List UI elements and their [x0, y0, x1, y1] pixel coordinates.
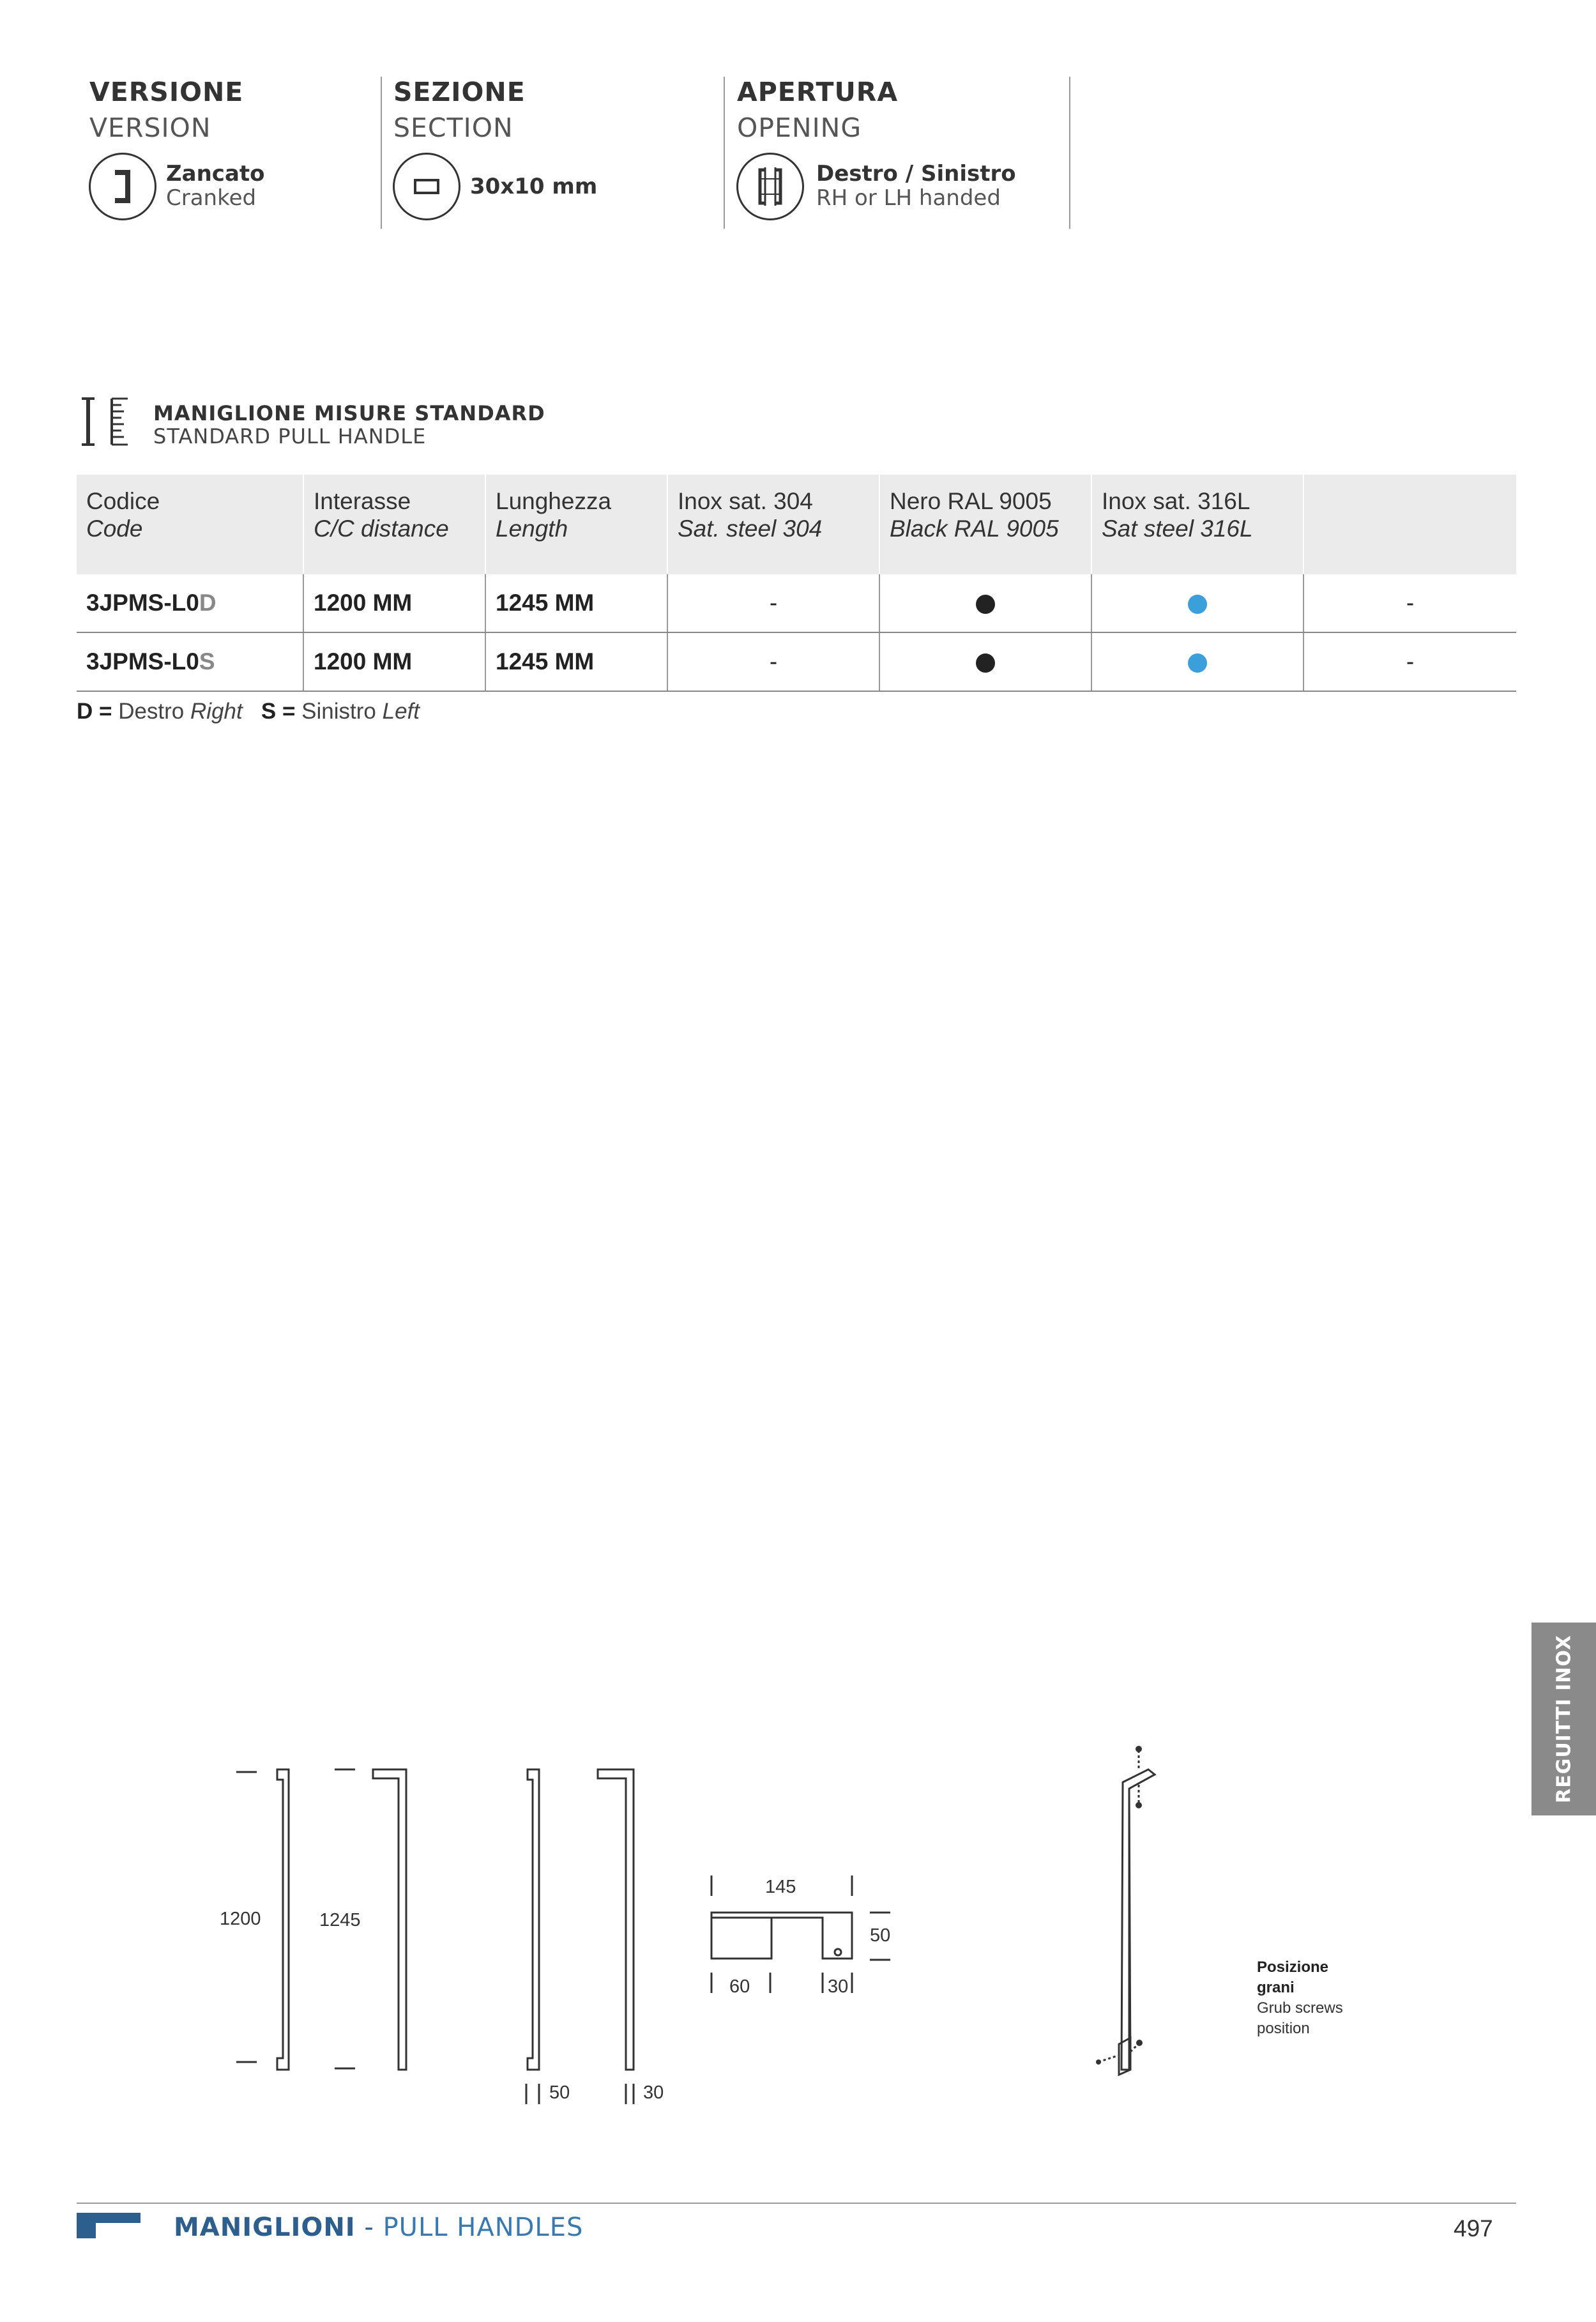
- side-tab-label: REGUITTI INOX: [1553, 1635, 1575, 1803]
- cell-inox316: [1091, 632, 1303, 691]
- col-header-inox316: Inox sat. 316L Sat steel 316L: [1091, 475, 1303, 574]
- side-tab: [1531, 1623, 1596, 1815]
- version-option-en: Cranked: [166, 185, 257, 211]
- footer-title: MANIGLIONI - PULL HANDLES: [174, 2213, 584, 2242]
- footer-divider: [77, 2203, 1516, 2204]
- opening-title: APERTURA: [737, 77, 899, 107]
- double-handle-icon: [736, 153, 804, 220]
- col-header-length: Lunghezza Length: [485, 475, 667, 574]
- dim-label: 1245: [319, 1910, 361, 1930]
- cell-code: 3JPMS-L0D: [77, 574, 303, 632]
- cranked-handle-icon: [89, 153, 156, 220]
- col-header-distance: Interasse C/C distance: [303, 475, 485, 574]
- opening-subtitle: OPENING: [737, 112, 862, 143]
- section-heading-title: MANIGLIONE MISURE STANDARD: [153, 401, 545, 425]
- table-header-row: [77, 475, 1516, 574]
- cell-inox304: -: [667, 574, 879, 632]
- rectangle-section-icon: [393, 153, 460, 220]
- col-header-empty: [1303, 475, 1516, 574]
- code-legend: D = Destro Right S = Sinistro Left: [77, 699, 420, 724]
- black-dot-icon: [976, 653, 995, 673]
- cell-distance: 1200 MM: [303, 632, 485, 691]
- page-number: 497: [1454, 2215, 1493, 2242]
- dim-label: 1200: [220, 1909, 261, 1929]
- cell-length: 1245 MM: [485, 574, 667, 632]
- section-title: SEZIONE: [393, 77, 526, 107]
- version-title: VERSIONE: [89, 77, 244, 107]
- specs-table: [77, 475, 1516, 692]
- opening-option: Destro / Sinistro: [816, 161, 1016, 187]
- measure-ruler-icon: [77, 396, 134, 447]
- cell-code: 3JPMS-L0S: [77, 632, 303, 691]
- section-heading-subtitle: STANDARD PULL HANDLE: [153, 424, 427, 448]
- cell-extra: -: [1303, 632, 1516, 691]
- cell-inox316: [1091, 574, 1303, 632]
- table-row: [77, 632, 1516, 691]
- grub-screw-note: Posizione grani Grub screws position: [1257, 1959, 1343, 2037]
- cell-length: 1245 MM: [485, 632, 667, 691]
- cell-distance: 1200 MM: [303, 574, 485, 632]
- blue-dot-icon: [1188, 653, 1207, 673]
- version-option: Zancato: [166, 161, 265, 187]
- col-header-black: Nero RAL 9005 Black RAL 9005: [879, 475, 1091, 574]
- col-header-code: Codice Code: [77, 475, 303, 574]
- section-option: 30x10 mm: [470, 174, 598, 199]
- cell-inox304: -: [667, 632, 879, 691]
- dim-label: 50: [549, 2082, 570, 2103]
- technical-drawing: [0, 1725, 1596, 2140]
- opening-option-en: RH or LH handed: [816, 185, 1001, 211]
- cell-extra: -: [1303, 574, 1516, 632]
- divider: [381, 77, 382, 229]
- version-subtitle: VERSION: [89, 112, 211, 143]
- dim-label: 50: [870, 1925, 891, 1946]
- black-dot-icon: [976, 595, 995, 614]
- dim-label: 60: [729, 1976, 750, 1997]
- dim-label: 145: [765, 1877, 796, 1897]
- cell-black: [879, 632, 1091, 691]
- blue-dot-icon: [1188, 595, 1207, 614]
- section-subtitle: SECTION: [393, 112, 513, 143]
- col-header-inox304: Inox sat. 304 Sat. steel 304: [667, 475, 879, 574]
- divider: [1069, 77, 1070, 229]
- cell-black: [879, 574, 1091, 632]
- dim-label: 30: [828, 1976, 849, 1997]
- table-row: [77, 574, 1516, 632]
- divider: [724, 77, 725, 229]
- dim-label: 30: [643, 2082, 664, 2103]
- brand-logo-icon: [77, 2213, 141, 2238]
